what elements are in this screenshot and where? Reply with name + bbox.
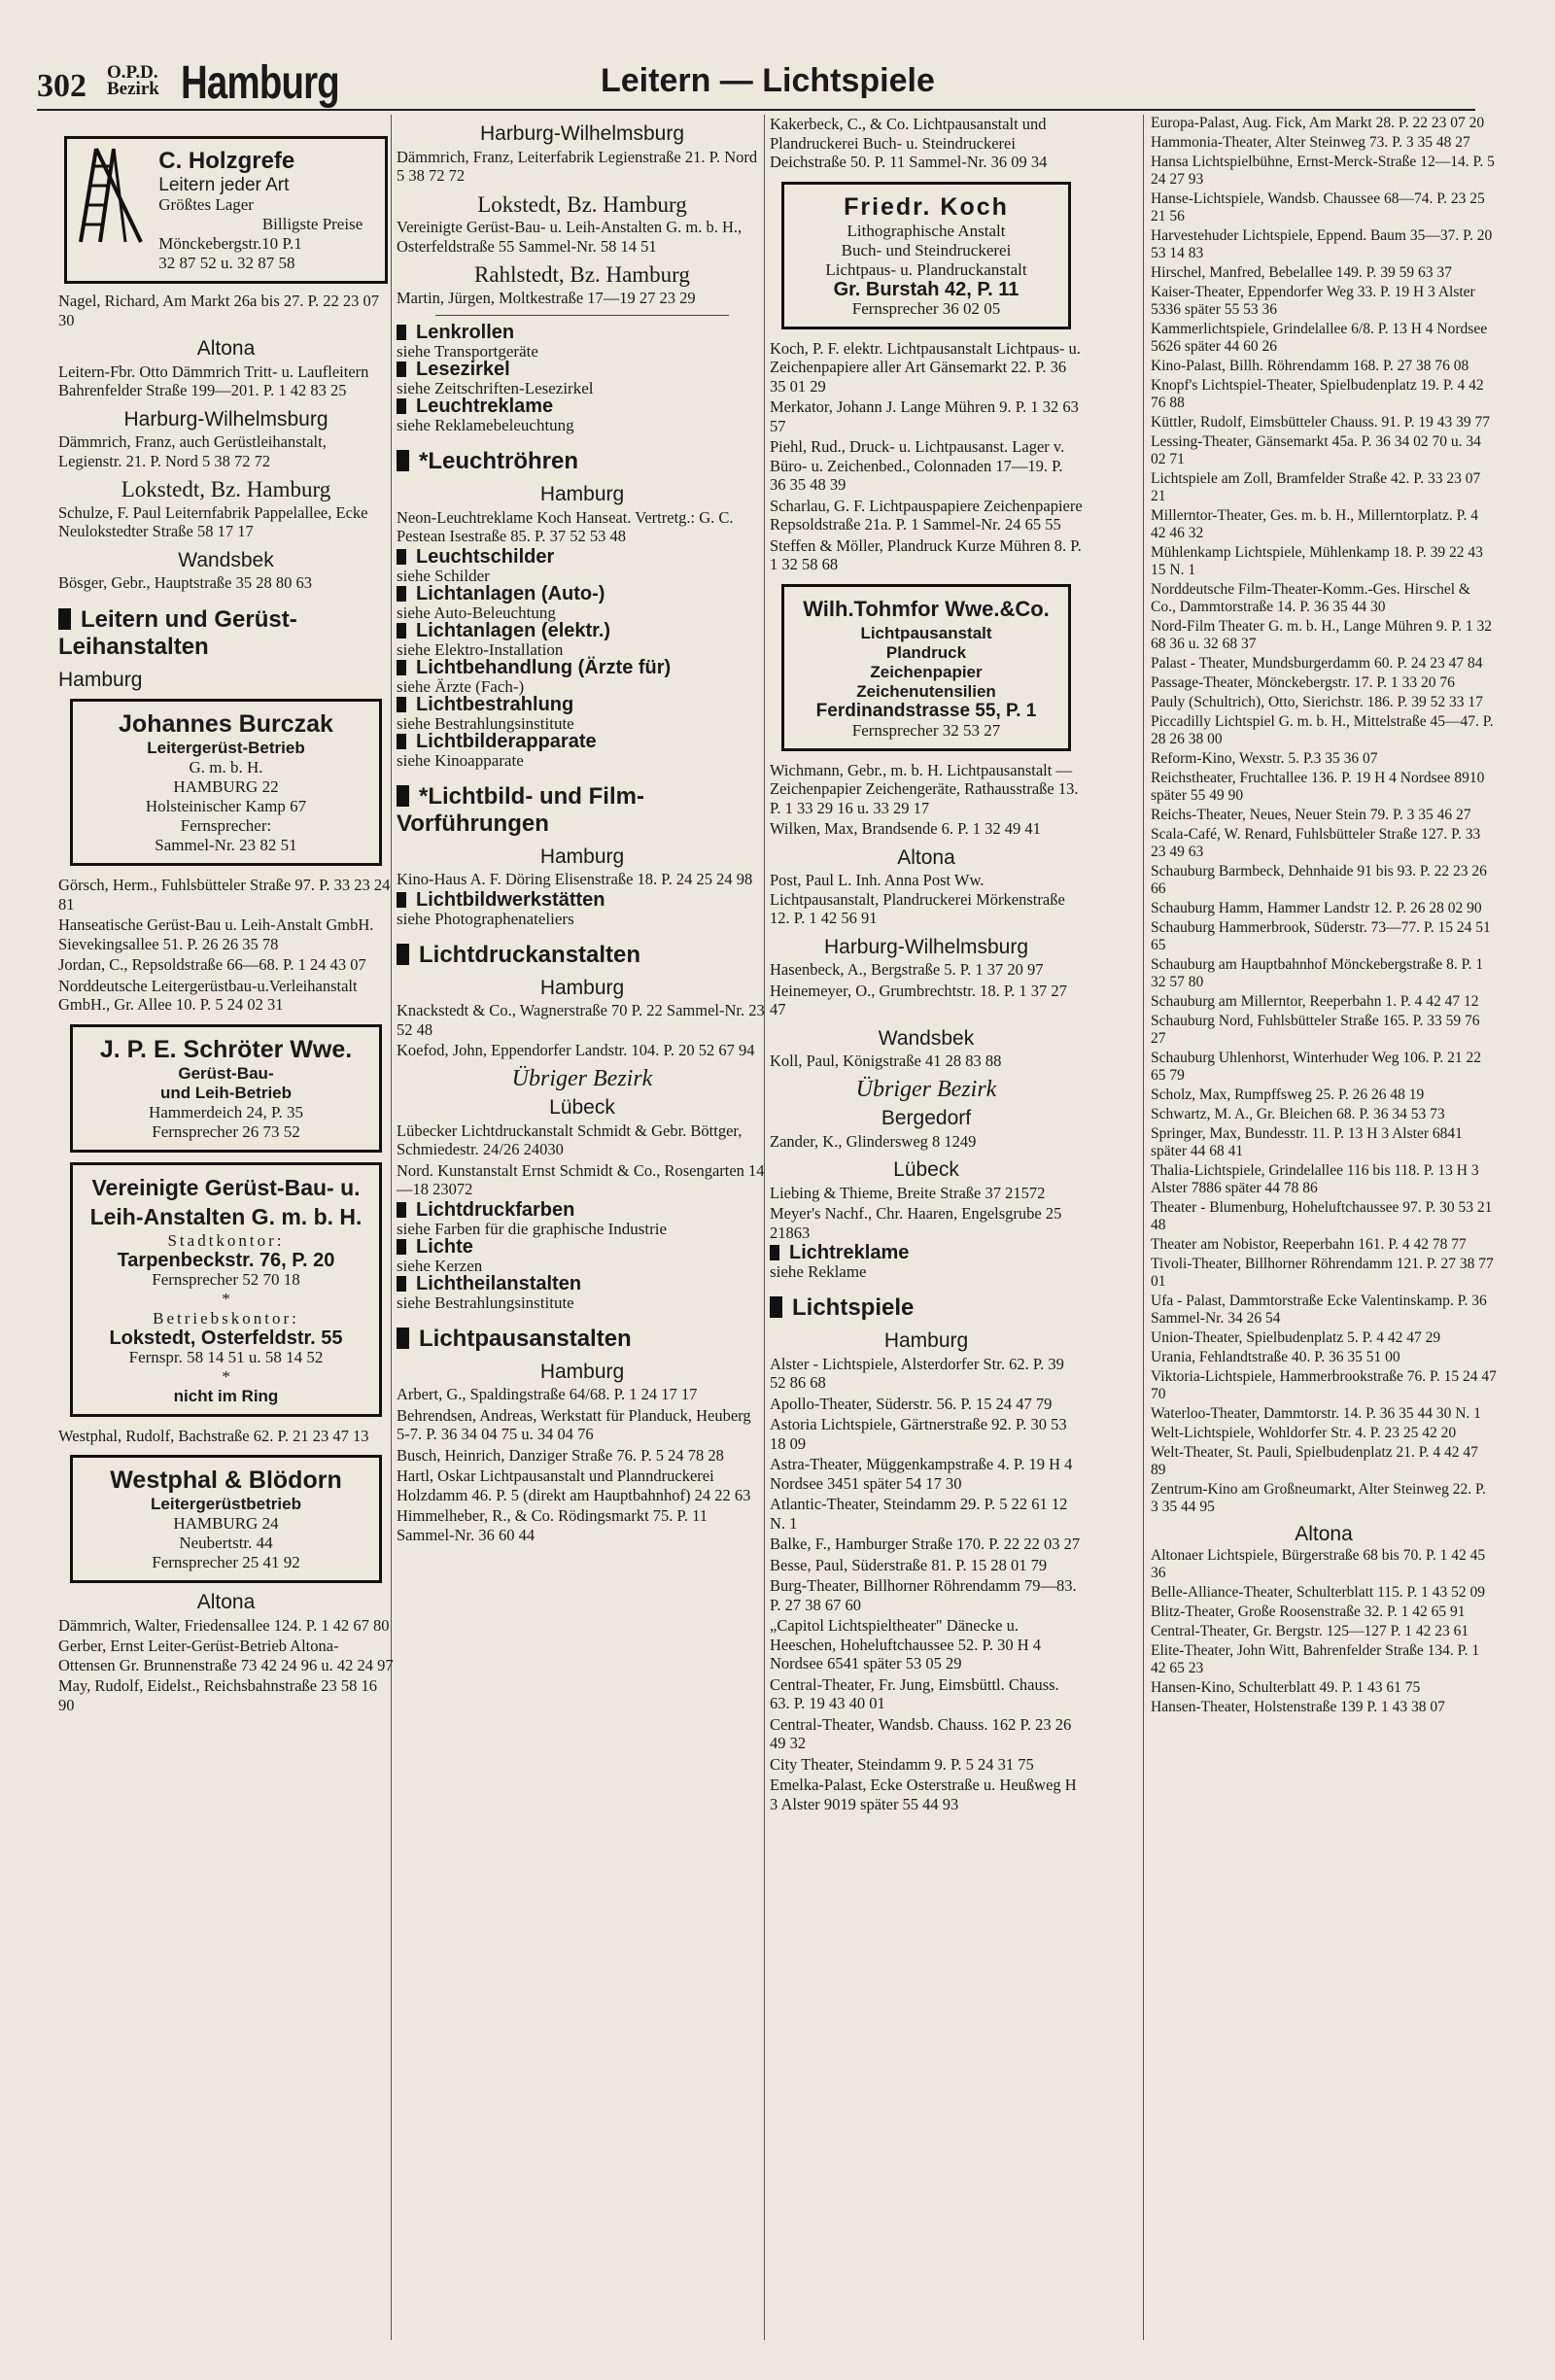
list-item: Nord-Film Theater G. m. b. H., Lange Mühren 9. P. 1 32 68 36 u. 32 68 37 <box>1151 618 1492 652</box>
list-item: Schauburg Uhlenhorst, Winterhuder Weg 106. P. 21 22 65 79 <box>1151 1050 1481 1084</box>
ad-line: Hammerdeich 24, P. 35 <box>148 1102 304 1121</box>
ad-vereinigte <box>70 1162 382 1417</box>
list-item: Norddeutsche Leitergerüstbau-u.Verleihanstalt GmbH., Gr. Allee 10. P. 5 24 02 31 <box>58 976 358 1014</box>
ad-line: Größtes Lager <box>158 195 254 214</box>
ref-title: Lichte <box>397 1236 473 1258</box>
ref-see: siehe Kinoapparate <box>397 750 524 770</box>
ad-line: Betriebskontor: <box>153 1308 299 1328</box>
category-heading: Leitern und Gerüst-Leihanstalten <box>58 606 394 661</box>
list-item: Zentrum-Kino am Großneumarkt, Alter Steinweg 22. P. 3 35 44 95 <box>1151 1481 1486 1515</box>
section-heading: Hamburg <box>883 1329 969 1352</box>
list-item: Kaiser-Theater, Eppendorfer Weg 33. P. 19 H 3 Alster 5336 später 55 53 36 <box>1151 284 1475 318</box>
divider <box>435 315 729 316</box>
ad-line: Gerüst-Bau- <box>178 1063 274 1083</box>
ref-see: siehe Bestrahlungsinstitute <box>397 1293 574 1312</box>
ad-title: J. P. E. Schröter Wwe. <box>99 1035 353 1063</box>
list-item: Schauburg Barmbeck, Dehnhaide 91 bis 93. P. 22 23 26 66 <box>1151 863 1487 897</box>
ref-see: siehe Reklamebeleuchtung <box>397 416 574 434</box>
list-item: Post, Paul L. Inh. Anna Post Ww. Lichtpausanstalt, Plandruckerei Mörkenstraße 12. P. 1 42 56 91 <box>770 871 1065 927</box>
section-heading: Übriger Bezirk <box>511 1065 653 1091</box>
list-item: Balke, F., Hamburger Straße 170. P. 22 22 03 27 <box>770 1535 1081 1553</box>
ref-title: Leuchtreklame <box>397 396 553 417</box>
ref-title: Lesezirkel <box>397 359 510 380</box>
list-item: Nagel, Richard, Am Markt 26a bis 27. P. 22 23 07 30 <box>58 292 379 329</box>
list-item: Heinemeyer, O., Grumbrechtstr. 18. P. 1 37 27 47 <box>770 981 1067 1018</box>
list-item: Scholz, Max, Rumpffsweg 25. P. 26 26 48 19 <box>1151 1087 1425 1103</box>
list-item: Altonaer Lichtspiele, Bürgerstraße 68 bis 70. P. 1 42 45 36 <box>1151 1547 1486 1581</box>
list-item: Elite-Theater, John Witt, Bahrenfelder Straße 134. P. 1 42 65 23 <box>1151 1642 1480 1676</box>
section-heading: Altona <box>196 337 256 360</box>
cross-reference <box>397 324 768 361</box>
list-item: Passage-Theater, Mönckebergstr. 17. P. 1 33 20 76 <box>1151 674 1455 691</box>
page-title: Leitern — Lichtspiele <box>601 62 935 99</box>
ad-title: Johannes Burczak <box>119 710 333 738</box>
ad-title: Westphal & Blödorn <box>110 1466 342 1494</box>
cross-reference <box>397 361 768 397</box>
list-item: Merkator, Johann J. Lange Mühren 9. P. 1 32 63 57 <box>770 397 1079 435</box>
cross-reference <box>397 545 768 585</box>
list-item: Schauburg am Hauptbahnhof Mönckebergstraße 8. P. 1 32 57 80 <box>1151 956 1484 990</box>
ad-line: Billigste Preise <box>261 215 363 233</box>
section-heading: Lokstedt, Bz. Hamburg <box>121 477 331 501</box>
list-item: Piehl, Rud., Druck- u. Lichtpausanst. Lager v. Büro- u. Zeichenbed., Colonnaden 17—19. P. 36 35 48 39 <box>770 437 1065 494</box>
list-item: Apollo-Theater, Süderstr. 56. P. 15 24 47 79 <box>770 1394 1053 1413</box>
section-heading: Rahlstedt, Bz. Hamburg <box>474 262 690 287</box>
ad-title: Wilh.Tohmfor Wwe.&Co. <box>803 596 1050 621</box>
list-item: Blitz-Theater, Große Roosenstraße 32. P. 1 42 65 91 <box>1151 1604 1466 1620</box>
ref-title: Lichtbilderapparate <box>397 731 597 752</box>
ref-title: Lichtbildwerkstätten <box>397 889 605 911</box>
ad-line: Ferdinandstrasse 55, P. 1 <box>815 700 1037 721</box>
ad-line: Plandruck <box>885 642 967 662</box>
list-item: Wilken, Max, Brandsende 6. P. 1 32 49 41 <box>770 819 1041 838</box>
list-item: Koch, P. F. elektr. Lichtpausanstalt Lichtpaus- u. Zeichenpapiere aller Art Gänsemarkt 22. P. 36 35 01 29 <box>770 338 1081 396</box>
list-item: Arbert, G., Spaldingstraße 64/68. P. 1 24 17 17 <box>397 1385 698 1403</box>
section-heading: Hamburg <box>539 1360 625 1383</box>
list-item: Burg-Theater, Billhorner Röhrendamm 79—83. P. 27 38 67 60 <box>770 1576 1077 1614</box>
column-3 <box>770 115 1083 1815</box>
ad-line: Leitergerüstbetrieb <box>151 1495 301 1513</box>
ad-line: Fernsprecher 52 70 18 <box>152 1269 300 1289</box>
list-item: Central-Theater, Wandsb. Chauss. 162 P. 23 26 49 32 <box>770 1714 1072 1752</box>
ref-see: siehe Elektro-Installation <box>397 639 564 659</box>
cross-reference <box>397 888 768 928</box>
ref-see: siehe Reklame <box>770 1262 867 1281</box>
cross-reference <box>397 693 768 733</box>
list-item: Reichs-Theater, Neues, Neuer Stein 79. P. 3 35 46 27 <box>1151 807 1471 823</box>
ad-line: Fernspr. 58 14 51 u. 58 14 52 <box>128 1347 324 1366</box>
list-item: Dämmrich, Walter, Friedensallee 124. P. 1 42 67 80 <box>58 1615 390 1635</box>
ref-see: siehe Zeitschriften-Lesezirkel <box>397 379 594 397</box>
list-item: Dämmrich, Franz, auch Gerüstleihanstalt, Legienstr. 21. P. Nord 5 38 72 72 <box>58 432 327 470</box>
section-heading: Harburg-Wilhelmsburg <box>479 122 685 145</box>
category-heading: *Leuchtröhren <box>397 448 768 475</box>
list-item: Norddeutsche Film-Theater-Komm.-Ges. Hirschel & Co., Dammtorstraße 14. P. 36 35 44 30 <box>1151 581 1470 615</box>
ad-title: C. Holzgrefe <box>158 148 295 174</box>
list-item: Görsch, Herm., Fuhlsbütteler Straße 97. P. 33 23 24 81 <box>58 876 391 914</box>
cross-reference <box>397 656 768 696</box>
ad-line: G. m. b. H. <box>189 758 263 776</box>
list-item: May, Rudolf, Eidelst., Reichsbahnstraße 23 58 16 90 <box>58 1676 377 1714</box>
ad-friedr-koch <box>781 182 1071 329</box>
section-heading: Wandsbek <box>178 548 274 571</box>
category-heading: Lichtspiele <box>770 1294 1083 1322</box>
list-item: Koefod, John, Eppendorfer Landstr. 104. P. 20 52 67 94 <box>397 1041 755 1059</box>
list-item: Viktoria-Lichtspiele, Hammerbrookstraße 76. P. 15 24 47 70 <box>1151 1368 1497 1402</box>
ref-title: Lichtbestrahlung <box>397 694 573 715</box>
ad-title: Friedr. Koch <box>844 192 1009 221</box>
list-item: Behrendsen, Andreas, Werkstatt für Planduck, Heuberg 5-7. P. 36 34 04 75 u. 34 04 76 <box>397 1405 751 1443</box>
list-item: Piccadilly Lichtspiel G. m. b. H., Mittelstraße 45—47. P. 28 26 38 00 <box>1151 713 1494 747</box>
list-item: Martin, Jürgen, Moltkestraße 17—19 27 23 29 <box>397 288 696 307</box>
ad-line: Zeichenpapier <box>870 662 983 681</box>
list-item: Himmelheber, R., & Co. Rödingsmarkt 75. P. 11 Sammel-Nr. 36 60 44 <box>397 1506 708 1544</box>
list-item: Belle-Alliance-Theater, Schulterblatt 115. P. 1 43 52 09 <box>1151 1584 1486 1601</box>
ad-line: HAMBURG 22 <box>173 777 279 796</box>
ad-line: Lichtpaus- u. Plandruckanstalt <box>825 259 1027 279</box>
list-item: Wichmann, Gebr., m. b. H. Lichtpausanstalt — Zeichenpapier Zeichengeräte, Rathausstraße 13. P. 1 33 29 16 u. 33 29 17 <box>770 760 1079 817</box>
list-item: Kammerlichtspiele, Grindelallee 6/8. P. 13 H 4 Nordsee 5626 später 44 60 26 <box>1151 321 1488 355</box>
list-item: Central-Theater, Gr. Bergstr. 125—127 P. 1 42 23 61 <box>1151 1623 1469 1639</box>
ad-line: Zeichenutensilien <box>856 681 996 701</box>
ad-westphal <box>70 1455 382 1583</box>
list-item: Kino-Haus A. F. Döring Elisenstraße 18. P. 24 25 24 98 <box>397 870 753 888</box>
ad-line: 32 87 52 u. 32 87 58 <box>158 254 295 272</box>
column-4 <box>1151 115 1497 1718</box>
list-item: Lichtspiele am Zoll, Bramfelder Straße 42. P. 33 23 07 21 <box>1151 470 1481 504</box>
section-heading: Altona <box>1295 1523 1353 1545</box>
list-item: Busch, Heinrich, Danziger Straße 76. P. 5 24 78 28 <box>397 1445 724 1465</box>
column-divider <box>1143 115 1144 2340</box>
list-item: Neon-Leuchtreklame Koch Hanseat. Vertretg.: G. C. Pestean Isestraße 85. P. 37 52 53 48 <box>397 507 734 545</box>
section-heading: Altona <box>897 845 955 869</box>
ad-line: Neubertstr. 44 <box>179 1534 273 1552</box>
cross-reference <box>397 1272 768 1312</box>
ad-line: Leitergerüst-Betrieb <box>147 739 305 757</box>
section-heading: Hamburg <box>539 976 625 999</box>
ladder-icon <box>77 147 147 244</box>
list-item: Astra-Theater, Müggenkampstraße 4. P. 19 H 4 Nordsee 3451 später 54 17 30 <box>770 1455 1073 1493</box>
ref-title: Lenkrollen <box>397 322 514 343</box>
list-item: Harvestehuder Lichtspiele, Eppend. Baum 35—37. P. 20 53 14 83 <box>1151 227 1493 261</box>
list-item: Schauburg Hamm, Hammer Landstr 12. P. 26 28 02 90 <box>1151 900 1482 916</box>
list-item: Hirschel, Manfred, Bebelallee 149. P. 39 59 63 37 <box>1151 264 1452 281</box>
list-item: Hanseatische Gerüst-Bau u. Leih-Anstalt GmbH. Sievekingsallee 51. P. 26 26 35 78 <box>58 915 374 953</box>
ref-title: Lichtreklame <box>770 1242 909 1263</box>
cross-reference <box>397 730 768 770</box>
list-item: Leitern-Fbr. Otto Dämmrich Tritt- u. Laufleitern Bahrenfelder Straße 199—201. P. 1 42 83 25 <box>58 362 369 399</box>
ref-see: siehe Photographenateliers <box>397 909 574 928</box>
section-heading: Hamburg <box>539 483 625 505</box>
ref-title: Lichtanlagen (Auto-) <box>397 583 605 604</box>
list-item: Waterloo-Theater, Dammtorstr. 14. P. 36 35 44 30 N. 1 <box>1151 1405 1481 1422</box>
list-item: Hasenbeck, A., Bergstraße 5. P. 1 37 20 97 <box>770 960 1044 979</box>
list-item: Astoria Lichtspiele, Gärtnerstraße 92. P. 30 53 18 09 <box>770 1415 1067 1453</box>
list-item: Steffen & Möller, Plandruck Kurze Mühren 8. P. 1 32 58 68 <box>770 535 1082 573</box>
list-item: Lübecker Lichtdruckanstalt Schmidt & Gebr. Böttger, Schmiedestr. 24/26 24030 <box>397 1121 743 1158</box>
list-item: Knackstedt & Co., Wagnerstraße 70 P. 22 Sammel-Nr. 23 52 48 <box>397 1001 765 1039</box>
list-item: Reichstheater, Fruchtallee 136. P. 19 H 4 Nordsee 8910 später 55 49 90 <box>1151 770 1485 804</box>
list-item: Mühlenkamp Lichtspiele, Mühlenkamp 18. P. 39 22 43 15 N. 1 <box>1151 544 1483 578</box>
list-item: Millerntor-Theater, Ges. m. b. H., Millerntorplatz. P. 4 42 46 32 <box>1151 507 1478 541</box>
list-item: Reform-Kino, Wexstr. 5. P.3 35 36 07 <box>1151 750 1378 767</box>
ad-title: Vereinigte Gerüst-Bau- u. Leih-Anstalten G. m. b. H. <box>89 1174 363 1229</box>
list-item: Ufa - Palast, Dammtorstraße Ecke Valentinskamp. P. 36 Sammel-Nr. 34 26 54 <box>1151 1293 1487 1327</box>
ref-see: siehe Ärzte (Fach-) <box>397 676 525 696</box>
list-item: Springer, Max, Bundesstr. 11. P. 13 H 3 Alster 6841 später 44 68 41 <box>1151 1125 1463 1159</box>
section-heading: Lübeck <box>893 1158 959 1181</box>
section-heading: Harburg-Wilhelmsburg <box>823 935 1029 958</box>
column-1 <box>58 115 394 1716</box>
ad-line: Mönckebergstr.10 P.1 <box>158 234 302 253</box>
list-item: Dämmrich, Franz, Leiterfabrik Legienstraße 21. P. Nord 5 38 72 72 <box>397 147 758 185</box>
ad-line: Lokstedt, Osterfeldstr. 55 <box>109 1327 343 1349</box>
list-item: Urania, Fehlandtstraße 40. P. 36 35 51 00 <box>1151 1349 1400 1365</box>
ad-line: Gr. Burstah 42, P. 11 <box>833 278 1019 300</box>
ref-see: siehe Bestrahlungsinstitute <box>397 713 574 733</box>
list-item: Theater - Blumenburg, Hoheluftchaussee 97. P. 30 53 21 48 <box>1151 1199 1493 1233</box>
list-item: Küttler, Rudolf, Eimsbütteler Chauss. 91. P. 19 43 39 77 <box>1151 414 1490 431</box>
ad-schroeter <box>70 1024 382 1153</box>
cross-reference <box>397 619 768 659</box>
list-item: Kakerbeck, C., & Co. Lichtpausanstalt und Plandruckerei Buch- u. Steindruckerei Deichstraße 50. P. 11 Sammel-Nr. 36 09 34 <box>770 115 1048 171</box>
section-heading: Lokstedt, Bz. Hamburg <box>477 191 687 217</box>
section-heading: Hamburg <box>58 668 143 691</box>
ad-burczak <box>70 699 382 866</box>
list-item: Nord. Kunstanstalt Ernst Schmidt & Co., Rosengarten 14—18 23072 <box>397 1160 765 1198</box>
list-item: Vereinigte Gerüst-Bau- u. Leih-Anstalten G. m. b. H., Osterfeldstraße 55 Sammel-Nr. 58 14 51 <box>397 218 743 256</box>
page-header <box>37 54 1475 111</box>
ref-title: Leuchtschilder <box>397 546 554 568</box>
section-heading: Altona <box>196 1591 256 1613</box>
ad-line: * <box>222 1289 230 1308</box>
list-item: Scharlau, G. F. Lichtpauspapiere Zeichenpapiere Repsoldstraße 21a. P. 1 Sammel-Nr. 24 65 55 <box>770 496 1083 534</box>
ad-line: Fernsprecher 26 73 52 <box>152 1121 300 1141</box>
list-item: Emelka-Palast, Ecke Osterstraße u. Heußweg H 3 Alster 9019 später 55 44 93 <box>770 1776 1077 1813</box>
ad-line: Buch- und Steindruckerei <box>841 240 1012 259</box>
list-item: Liebing & Thieme, Breite Straße 37 21572 <box>770 1183 1046 1202</box>
ref-see: siehe Kerzen <box>397 1256 483 1275</box>
list-item: Union-Theater, Spielbudenplatz 5. P. 4 42 47 29 <box>1151 1329 1441 1346</box>
page-number: 302 <box>37 68 86 104</box>
cross-reference <box>397 1235 768 1275</box>
list-item: „Capitol Lichtspieltheater" Dänecke u. Heeschen, Hoheluftchaussee 52. P. 30 H 4 Nordsee 6541 später 53 05 29 <box>770 1616 1042 1673</box>
ad-line: Fernsprecher 36 02 05 <box>851 298 1001 318</box>
city-title: Hamburg <box>181 57 339 109</box>
ref-see: siehe Schilder <box>397 566 490 585</box>
section-heading: Übriger Bezirk <box>855 1076 997 1102</box>
list-item: Europa-Palast, Aug. Fick, Am Markt 28. P. 22 23 07 20 <box>1151 115 1485 131</box>
list-item: Scala-Café, W. Renard, Fuhlsbütteler Straße 127. P. 33 23 49 63 <box>1151 826 1481 860</box>
ad-holzgrefe <box>64 136 388 284</box>
list-item: Welt-Lichtspiele, Wohldorfer Str. 4. P. 23 25 42 20 <box>1151 1425 1457 1441</box>
ad-line: Holsteinischer Kamp 67 <box>145 797 307 815</box>
list-item: Alster - Lichtspiele, Alsterdorfer Str. 62. P. 39 52 86 68 <box>770 1354 1064 1392</box>
cross-reference <box>770 1244 1083 1281</box>
cross-reference <box>397 582 768 622</box>
ref-title: Lichtdruckfarben <box>397 1199 574 1221</box>
list-item: Theater am Nobistor, Reeperbahn 161. P. 4 42 78 77 <box>1151 1236 1467 1253</box>
ad-line: Stadtkontor: <box>167 1230 285 1250</box>
list-item: Bösger, Gebr., Hauptstraße 35 28 80 63 <box>58 573 313 592</box>
list-item: Hammonia-Theater, Alter Steinweg 73. P. 3 35 48 27 <box>1151 134 1470 151</box>
cross-reference <box>397 397 768 434</box>
list-item: Palast - Theater, Mundsburgerdamm 60. P. 24 23 47 84 <box>1151 655 1483 672</box>
list-item: Atlantic-Theater, Steindamm 29. P. 5 22 61 12 N. 1 <box>770 1495 1068 1533</box>
section-heading: Wandsbek <box>878 1026 975 1050</box>
list-item: Koll, Paul, Königstraße 41 28 83 88 <box>770 1052 1002 1070</box>
ref-title: Lichtanlagen (elektr.) <box>397 620 610 641</box>
section-heading: Lübeck <box>549 1096 615 1119</box>
ad-line: nicht im Ring <box>173 1386 279 1405</box>
list-item: Hartl, Oskar Lichtpausanstalt und Planndruckerei Holzdamm 46. P. 5 (direkt am Hauptbahnhof) 24 22 63 <box>397 1466 751 1504</box>
ad-line: Lithographische Anstalt <box>847 221 1006 240</box>
list-item: Kino-Palast, Billh. Röhrendamm 168. P. 27 38 76 08 <box>1151 358 1469 374</box>
cross-reference <box>397 1198 768 1238</box>
list-item: Schauburg Hammerbrook, Süderstr. 73—77. P. 15 24 51 65 <box>1151 919 1491 953</box>
ad-tohmfor <box>781 584 1071 751</box>
bezirk-label: Bezirk <box>107 79 159 99</box>
section-heading: Harburg-Wilhelmsburg <box>123 407 328 431</box>
list-item: Schwartz, M. A., Gr. Bleichen 68. P. 36 34 53 73 <box>1151 1106 1445 1122</box>
ad-line: Tarpenbeckstr. 76, P. 20 <box>117 1249 335 1271</box>
ref-see: siehe Transportgeräte <box>397 342 538 361</box>
list-item: Schulze, F. Paul Leiternfabrik Pappelallee, Ecke Neulokstedter Straße 58 17 17 <box>58 502 368 540</box>
list-item: Pauly (Schultrich), Otto, Sierichstr. 186. P. 39 52 33 17 <box>1151 694 1483 710</box>
ad-line: Lichtpausanstalt <box>860 623 992 642</box>
list-item: Schauburg am Millerntor, Reeperbahn 1. P. 4 42 47 12 <box>1151 993 1479 1010</box>
list-item: Westphal, Rudolf, Bachstraße 62. P. 21 23 47 13 <box>58 1426 369 1445</box>
ad-line: * <box>222 1366 230 1386</box>
list-item: Lessing-Theater, Gänsemarkt 45a. P. 36 34 02 70 u. 34 02 71 <box>1151 433 1481 467</box>
section-heading: Bergedorf <box>881 1107 972 1129</box>
list-item: Knopf's Lichtspiel-Theater, Spielbudenplatz 19. P. 4 42 76 88 <box>1151 377 1484 411</box>
list-item: Meyer's Nachf., Chr. Haaren, Engelsgrube 25 21863 <box>770 1204 1062 1242</box>
list-item: Hansen-Kino, Schulterblatt 49. P. 1 43 61 75 <box>1151 1679 1421 1696</box>
list-item: Schauburg Nord, Fuhlsbütteler Straße 165. P. 33 59 76 27 <box>1151 1013 1480 1047</box>
ref-see: siehe Farben für die graphische Industrie <box>397 1219 668 1238</box>
list-item: Hanse-Lichtspiele, Wandsb. Chaussee 68—74. P. 23 25 21 56 <box>1151 190 1485 224</box>
ad-line: Fernsprecher 32 53 27 <box>851 720 1001 740</box>
list-item: Thalia-Lichtspiele, Grindelallee 116 bis 118. P. 13 H 3 Alster 7886 später 44 78 86 <box>1151 1162 1479 1196</box>
list-item: Hansa Lichtspielbühne, Ernst-Merck-Straße 12—14. P. 5 24 27 93 <box>1151 154 1495 188</box>
ad-line: und Leih-Betrieb <box>159 1083 293 1102</box>
section-heading: Hamburg <box>539 845 625 868</box>
ad-line: Fernsprecher 25 41 92 <box>152 1553 300 1571</box>
list-item: Hansen-Theater, Holstenstraße 139 P. 1 43 38 07 <box>1151 1699 1445 1715</box>
column-2 <box>397 115 768 1546</box>
ad-line: HAMBURG 24 <box>173 1514 279 1533</box>
list-item: Gerber, Ernst Leiter-Gerüst-Betrieb Altona-Ottensen Gr. Brunnenstraße 73 42 24 96 u. 42 24 97 <box>58 1637 394 1674</box>
ref-title: Lichtbehandlung (Ärzte für) <box>397 657 671 678</box>
ref-title: Lichtheilanstalten <box>397 1273 581 1294</box>
list-item: Tivoli-Theater, Billhorner Röhrendamm 121. P. 27 38 77 01 <box>1151 1256 1494 1290</box>
ad-line: Leitern jeder Art <box>158 175 290 195</box>
opd-label: O.P.D. <box>107 62 158 83</box>
list-item: Welt-Theater, St. Pauli, Spielbudenplatz 21. P. 4 42 47 89 <box>1151 1444 1478 1478</box>
category-heading: Lichtdruckanstalten <box>397 942 768 969</box>
ad-line: Sammel-Nr. 23 82 51 <box>155 836 297 854</box>
list-item: Jordan, C., Repsoldstraße 66—68. P. 1 24 43 07 <box>58 955 366 974</box>
ad-text <box>158 147 363 273</box>
ad-line: Fernsprecher: <box>180 816 272 835</box>
list-item: Besse, Paul, Süderstraße 81. P. 15 28 01 79 <box>770 1555 1048 1574</box>
list-item: City Theater, Steindamm 9. P. 5 24 31 75 <box>770 1754 1034 1774</box>
district-label <box>107 64 159 97</box>
category-heading: Lichtpausanstalten <box>397 1326 768 1353</box>
list-item: Central-Theater, Fr. Jung, Eimsbüttl. Chauss. 63. P. 19 43 40 01 <box>770 1674 1059 1712</box>
category-heading: *Lichtbild- und Film-Vorführungen <box>397 783 768 838</box>
ref-see: siehe Auto-Beleuchtung <box>397 603 556 622</box>
list-item: Zander, K., Glindersweg 8 1249 <box>770 1131 977 1151</box>
